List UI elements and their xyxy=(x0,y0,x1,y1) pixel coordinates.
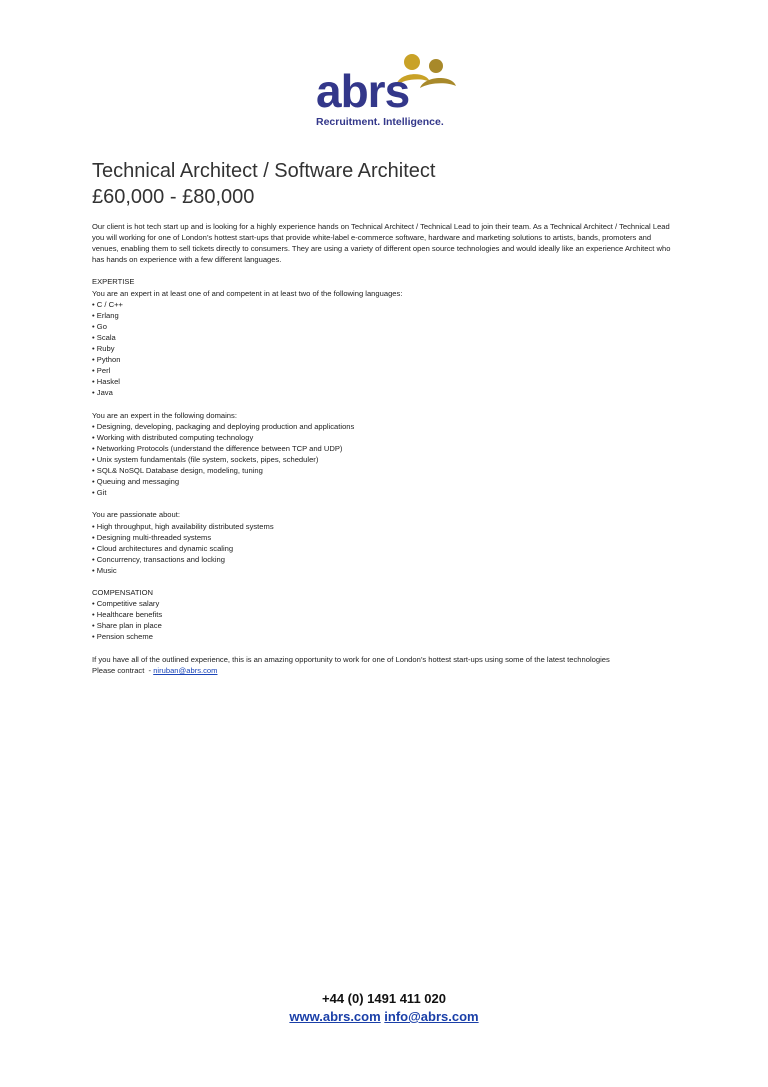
list-item: • Competitive salary xyxy=(92,598,677,609)
list-item: • Haskel xyxy=(92,376,677,387)
abrs-logo xyxy=(316,52,456,132)
list-item: • Concurrency, transactions and locking xyxy=(92,554,677,565)
list-item: • Scala xyxy=(92,332,677,343)
domains-section xyxy=(92,410,677,499)
domains-list xyxy=(92,421,677,499)
list-item: • SQL& NoSQL Database design, modeling, tuning xyxy=(92,465,677,476)
list-item: • Ruby xyxy=(92,343,677,354)
compensation-heading: COMPENSATION xyxy=(92,588,154,598)
list-item: • High throughput, high availability distributed systems xyxy=(92,521,677,532)
list-item: • Java xyxy=(92,387,677,398)
domains-intro: You are an expert in the following domains: xyxy=(92,410,237,420)
passions-intro: You are passionate about: xyxy=(92,510,180,520)
list-item: • Queuing and messaging xyxy=(92,476,677,487)
list-item: • Git xyxy=(92,487,677,498)
passions-list xyxy=(92,521,677,576)
list-item: • Python xyxy=(92,354,677,365)
job-title-salary: £60,000 - £80,000 xyxy=(92,186,255,208)
logo-tagline: Recruitment. Intelligence. xyxy=(316,116,444,128)
closing-line: If you have all of the outlined experience, this is an amazing opportunity to work for one of London’s hottest start-ups using some of the latest technologies xyxy=(92,654,610,664)
logo-wordmark: abrs xyxy=(316,65,410,117)
list-item: • Networking Protocols (understand the difference between TCP and UDP) xyxy=(92,443,677,454)
list-item: • Healthcare benefits xyxy=(92,609,677,620)
job-title-role: Technical Architect / Software Architect xyxy=(92,160,436,182)
intro-paragraph: Our client is hot tech start up and is looking for a highly experience hands on Technical Architect / Technical Lead to join their team. As a Technical Architect / Technical Lead you will working for one of London’s hottest start-ups that provide white-label e-commerce software, hardware and marketing solutions to artists, bands, promoters and venues, enabling them to sell tickets directly to consumers. They are using a variety of different open source technologies and would ideally like an experience Architect who has hands on experience with a few different languages. xyxy=(92,222,671,265)
passions-section xyxy=(92,509,677,576)
contact-prefix: Please contract - xyxy=(92,665,154,675)
footer-phone: +44 (0) 1491 411 020 xyxy=(322,991,446,1006)
list-item: • Music xyxy=(92,565,677,576)
list-item: • Pension scheme xyxy=(92,631,677,642)
list-item: • Designing multi-threaded systems xyxy=(92,532,677,543)
footer xyxy=(0,990,768,1026)
list-item: • Designing, developing, packaging and deploying production and applications xyxy=(92,421,677,432)
list-item: • C / C++ xyxy=(92,299,677,310)
expertise-heading: EXPERTISE xyxy=(92,277,135,287)
list-item: • Unix system fundamentals (file system, sockets, pipes, scheduler) xyxy=(92,454,677,465)
list-item: • Working with distributed computing technology xyxy=(92,432,677,443)
closing-section xyxy=(92,654,677,676)
list-item: • Go xyxy=(92,321,677,332)
footer-links xyxy=(0,1008,768,1026)
compensation-list xyxy=(92,598,677,642)
compensation-section xyxy=(92,587,677,642)
job-title xyxy=(92,158,436,210)
list-item: • Erlang xyxy=(92,310,677,321)
job-description xyxy=(92,221,677,676)
list-item: • Cloud architectures and dynamic scaling xyxy=(92,543,677,554)
footer-website-link[interactable]: www.abrs.com xyxy=(289,1009,381,1024)
languages-list xyxy=(92,299,677,399)
list-item: • Perl xyxy=(92,365,677,376)
footer-email-link[interactable]: info@abrs.com xyxy=(384,1009,479,1024)
expertise-intro: You are an expert in at least one of and competent in at least two of the following languages: xyxy=(92,288,403,298)
expertise-section xyxy=(92,276,677,398)
list-item: • Share plan in place xyxy=(92,620,677,631)
contact-email-link[interactable]: niruban@abrs.com xyxy=(153,665,218,675)
